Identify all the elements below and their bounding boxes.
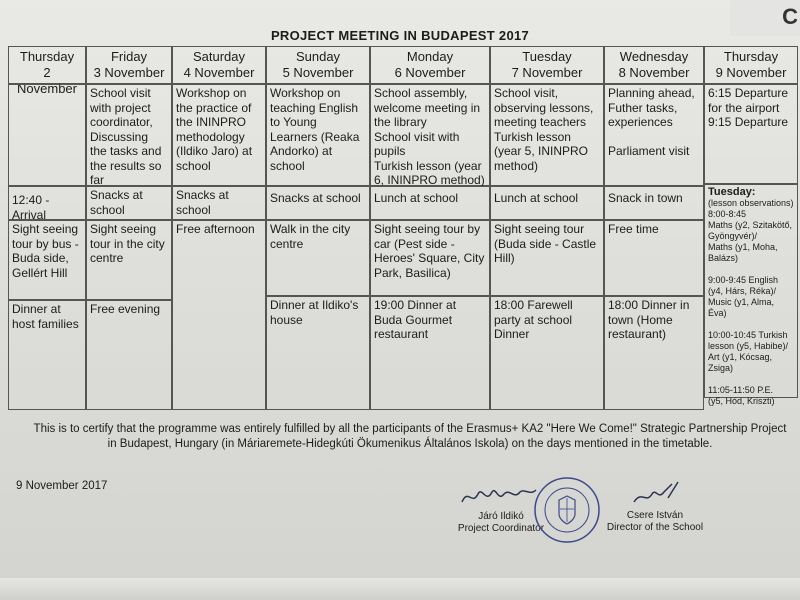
day-date: 4 November [183, 65, 255, 80]
mon-morning: School assembly, welcome meeting in the library School visit with pupils Turkish lesson (year 6, ININPRO method) [370, 84, 490, 186]
day-date: 7 November [511, 65, 583, 80]
thu-arrival: 12:40 - Arrival [8, 186, 86, 220]
day-date: 5 November [282, 65, 354, 80]
header-sunday-5 [266, 46, 370, 84]
header-monday-6 [370, 46, 490, 84]
sun-morning: Workshop on teaching English to Young Learners (Reaka Andorko) at school [266, 84, 370, 186]
corner-mark: C [782, 4, 798, 29]
day-name: Friday [110, 49, 148, 64]
mon-lunch: Lunch at school [370, 186, 490, 220]
tuesday-observations [704, 184, 798, 406]
sat-free: Free afternoon [172, 220, 266, 410]
plastic-sleeve-edge [0, 578, 800, 600]
header-wednesday-8 [604, 46, 704, 84]
sat-morning: Workshop on the practice of the ININPRO methodology (Ildiko Jaro) at school [172, 84, 266, 186]
director-block [600, 510, 710, 534]
header-saturday-4 [172, 46, 266, 84]
wed-snack: Snack in town [604, 186, 704, 220]
thu-sightseeing: Sight seeing tour by bus - Buda side, Gellért Hill [8, 220, 86, 300]
certificate-text: This is to certify that the programme was entirely fulfilled by all the participants of the Erasmus+ KA2 "Here We Come!" Strategic Partnership Project in Budapest, Hungary (in Máriaremete-Hidegkúti Ökumenikus Általános Iskola) on the days mentioned in the timetable. [33, 423, 787, 450]
sun-dinner: Dinner at Ildiko's house [266, 296, 370, 410]
day-name: Monday [406, 49, 454, 64]
wed-morning [604, 84, 704, 186]
tue-dinner: 18:00 Farewell party at school Dinner [490, 296, 604, 410]
mon-dinner: 19:00 Dinner at Buda Gourmet restaurant [370, 296, 490, 410]
tue-morning: School visit, observing lessons, meeting teachers Turkish lesson (year 5, ININPRO method) [490, 84, 604, 186]
sun-snacks: Snacks at school [266, 186, 370, 220]
day-name: Thursday [723, 49, 779, 64]
sun-walk: Walk in the city centre [266, 220, 370, 296]
observations-body: (lesson observations) 8:00-8:45 Maths (y2, Szitakötő, Gyöngyvér)/ Maths (y1, Moha, Balázs) 9:00-9:45 English (y4, Hárs, Réka)/ Music (y1, Alma, Éva) 10:00-10:45 Turkish lesson (y5, Habibe)/ Art (y1, Kócsag, Zsiga) 11:05-11:50 P.E. (y5, Hód, Kriszti) [708, 198, 794, 406]
fri-sightseeing: Sight seeing tour in the city centre [86, 220, 172, 300]
thu2-morning: 6:15 Departure for the airport 9:15 Departure [704, 84, 798, 184]
day-date: 6 November [394, 65, 466, 80]
coordinator-name: Járó Ildikó [478, 511, 524, 522]
fri-evening: Free evening [86, 300, 172, 410]
day-name: Saturday [192, 49, 246, 64]
wed-planning: Planning ahead, Futher tasks, experiences [608, 86, 695, 129]
day-name: Tuesday [522, 49, 572, 64]
thu-morning-empty [8, 84, 86, 186]
certificate-date: 9 November 2017 [16, 480, 108, 492]
day-name: Sunday [295, 49, 341, 64]
day-date: 8 November [618, 65, 690, 80]
coordinator-signature [458, 484, 538, 510]
tue-lunch: Lunch at school [490, 186, 604, 220]
tue-sightseeing: Sight seeing tour (Buda side - Castle Hill) [490, 220, 604, 296]
header-tuesday-7 [490, 46, 604, 84]
fri-snacks: Snacks at school [86, 186, 172, 220]
sat-snacks: Snacks at school [172, 186, 266, 220]
fri-morning: School visit with project coordinator, Discussing the tasks and the results so far [86, 84, 172, 186]
header-thursday-9 [704, 46, 798, 84]
observations-heading: Tuesday: [708, 186, 756, 198]
day-name: Thursday [19, 49, 75, 64]
director-signature [628, 480, 688, 508]
day-date: 2 November [17, 65, 77, 96]
wed-dinner: 18:00 Dinner in town (Home restaurant) [604, 296, 704, 410]
header-thursday-2 [8, 46, 86, 96]
page-title: PROJECT MEETING IN BUDAPEST 2017 [270, 28, 530, 43]
school-stamp [533, 476, 601, 544]
wed-free: Free time [604, 220, 704, 296]
coordinator-role: Project Coordinator [457, 523, 545, 534]
header-friday-3 [86, 46, 172, 84]
director-name: Csere István [626, 510, 684, 521]
day-date: 3 November [93, 65, 165, 80]
wed-parliament: Parliament visit [608, 143, 690, 158]
timetable [8, 46, 798, 410]
thu-dinner: Dinner at host families [8, 300, 86, 410]
mon-sightseeing: Sight seeing tour by car (Pest side - Heroes' Square, City Park, Basilica) [370, 220, 490, 296]
day-name: Wednesday [619, 49, 689, 64]
director-role: Director of the School [606, 522, 704, 533]
day-date: 9 November [715, 65, 787, 80]
